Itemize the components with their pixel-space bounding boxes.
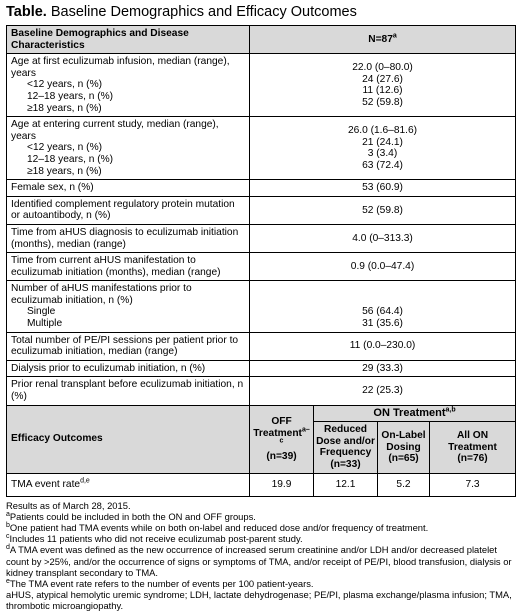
on-label-header: On-Label Dosing (n=65) — [378, 422, 430, 473]
row-value-text: 31 (35.6) — [362, 318, 403, 330]
row-sublabel-text: <12 years, n (%) — [27, 142, 103, 154]
footnotes — [6, 500, 515, 612]
row-value-text: 56 (64.4) — [362, 306, 403, 318]
row-value — [250, 180, 516, 197]
row-label — [7, 117, 250, 180]
row-label — [7, 253, 250, 281]
all-on-header: All ON Treatment (n=76) — [430, 422, 516, 473]
row-value-text: 52 (59.8) — [362, 96, 403, 108]
row-label — [7, 332, 250, 360]
table-row — [7, 196, 516, 224]
row-label — [7, 360, 250, 377]
row-label-text: Identified complement regulatory protein mutation or autoantibody, n (%) — [11, 198, 235, 222]
footnote-c: $^c$Includes 11 patients who did not receive eculizumab post-parent study. — [6, 533, 303, 545]
table-row — [7, 54, 516, 117]
row-sublabel-text: 12–18 years, n (%) — [27, 153, 114, 165]
tma-label: TMA event rate$^{d,e}$ — [7, 473, 250, 496]
row-value — [250, 54, 516, 117]
header-label: Baseline Demographics and Disease Characteristics — [7, 26, 250, 54]
row-value-text: 0.9 (0.0–47.4) — [350, 260, 415, 272]
row-label — [7, 281, 250, 332]
title-text: Baseline Demographics and Efficacy Outcomes — [46, 4, 357, 20]
table-row — [7, 224, 516, 252]
row-sublabel-text: 12–18 years, n (%) — [27, 90, 114, 102]
table-row — [7, 117, 516, 180]
row-value — [250, 360, 516, 377]
row-label-text: Dialysis prior to eculizumab initiation, n (%) — [11, 362, 206, 374]
row-sublabel-text: <12 years, n (%) — [27, 79, 103, 91]
tma-event-row — [7, 473, 516, 496]
row-value-text: 63 (72.4) — [362, 159, 403, 171]
table-header-row — [7, 26, 516, 54]
row-value — [250, 332, 516, 360]
tma-allon: 7.3 — [430, 473, 516, 496]
on-treatment-header: ON Treatment$^{a,b}$ — [314, 405, 516, 422]
row-value — [250, 224, 516, 252]
row-label-text: Age at first eculizumab infusion, median (range), years — [11, 56, 230, 79]
table-row — [7, 360, 516, 377]
row-value-text: 52 (59.8) — [362, 204, 403, 216]
header-n: $N=87^a$ — [250, 26, 516, 54]
demographics-table — [6, 25, 516, 497]
table-row — [7, 180, 516, 197]
row-label — [7, 196, 250, 224]
row-value — [250, 281, 516, 332]
row-label-text: Female sex, n (%) — [11, 182, 94, 194]
footnote-results: Results as of March 28, 2015. — [6, 499, 131, 511]
table-title — [6, 4, 514, 20]
row-label — [7, 180, 250, 197]
row-value — [250, 377, 516, 405]
row-sublabel-text: Multiple — [27, 318, 63, 330]
table-row — [7, 332, 516, 360]
row-value-text: 29 (33.3) — [362, 362, 403, 374]
row-label — [7, 377, 250, 405]
row-value-text: 3 (3.4) — [367, 148, 398, 160]
row-sublabel-text: ≥18 years, n (%) — [27, 102, 102, 114]
row-value-text: 26.0 (1.6–81.6) — [347, 124, 418, 136]
row-label-text: Total number of PE/PI sessions per patient prior to eculizumab initiation, median (range) — [11, 334, 239, 358]
tma-onlabel: 5.2 — [378, 473, 430, 496]
row-label-text: Age at entering current study, median (range), years — [11, 119, 219, 142]
row-label — [7, 54, 250, 117]
efficacy-header-row-1 — [7, 405, 516, 422]
footnote-d: $^d$A TMA event was defined as the new occurrence of increased serum creatinine and/or LDH and/or decreased platelet count by >25%, and/or the occurrence of signs or symptoms of TMA, and/or receipt of PE/PI, blood transfusion, dialysis or kidney transplant secondary to TMA. — [6, 544, 512, 578]
row-label-text: Prior renal transplant before eculizumab initiation, n (%) — [11, 379, 244, 403]
row-value-text: 24 (27.6) — [362, 73, 403, 85]
row-value-text: 4.0 (0–313.3) — [352, 232, 413, 244]
row-value-text: 22 (25.3) — [362, 385, 403, 397]
tma-off: 19.9 — [250, 473, 314, 496]
row-sublabel-text: ≥18 years, n (%) — [27, 165, 102, 177]
footnote-b: $^b$One patient had TMA events while on both on-label and reduced dose and/or frequency of treatment. — [6, 521, 429, 533]
footnote-e: $^e$The TMA event rate refers to the number of events per 100 patient-years. — [6, 577, 314, 590]
row-value-text: 53 (60.9) — [362, 182, 403, 194]
table-row — [7, 253, 516, 281]
footnote-a: $^a$Patients could be included in both the ON and OFF groups. — [6, 510, 256, 522]
footnote-abbreviations: aHUS, atypical hemolytic uremic syndrome; LDH, lactate dehydrogenase; PE/PI, plasma exchange/plasma infusion; TMA, thrombotic microangiopathy. — [6, 589, 512, 612]
row-value — [250, 253, 516, 281]
title-bold: Table. — [6, 4, 47, 20]
tma-reduced: 12.1 — [314, 473, 378, 496]
row-label — [7, 224, 250, 252]
row-value-text: 11 (0.0–230.0) — [349, 340, 416, 352]
reduced-dose-header: Reduced Dose and/or Frequency (n=33) — [314, 422, 378, 473]
row-value-text: 21 (24.1) — [362, 136, 403, 148]
off-treatment-header: OFF Treatment$^{a-c}$ (n=39) — [250, 405, 314, 473]
row-label-text: Number of aHUS manifestations prior to eculizumab initiation, n (%) — [11, 283, 192, 306]
demographics-rows — [7, 54, 516, 405]
table-row — [7, 377, 516, 405]
row-value-text: 11 (12.6) — [362, 85, 403, 97]
efficacy-label: Efficacy Outcomes — [7, 405, 250, 473]
row-label-text: Time from current aHUS manifestation to eculizumab initiation (months), median (range) — [11, 255, 221, 278]
row-label-text: Time from aHUS diagnosis to eculizumab initiation (months), median (range) — [11, 226, 239, 250]
row-value-text: 22.0 (0–80.0) — [352, 61, 413, 73]
row-sublabel-text: Single — [27, 306, 56, 318]
table-row — [7, 281, 516, 332]
row-value — [250, 196, 516, 224]
row-value — [250, 117, 516, 180]
